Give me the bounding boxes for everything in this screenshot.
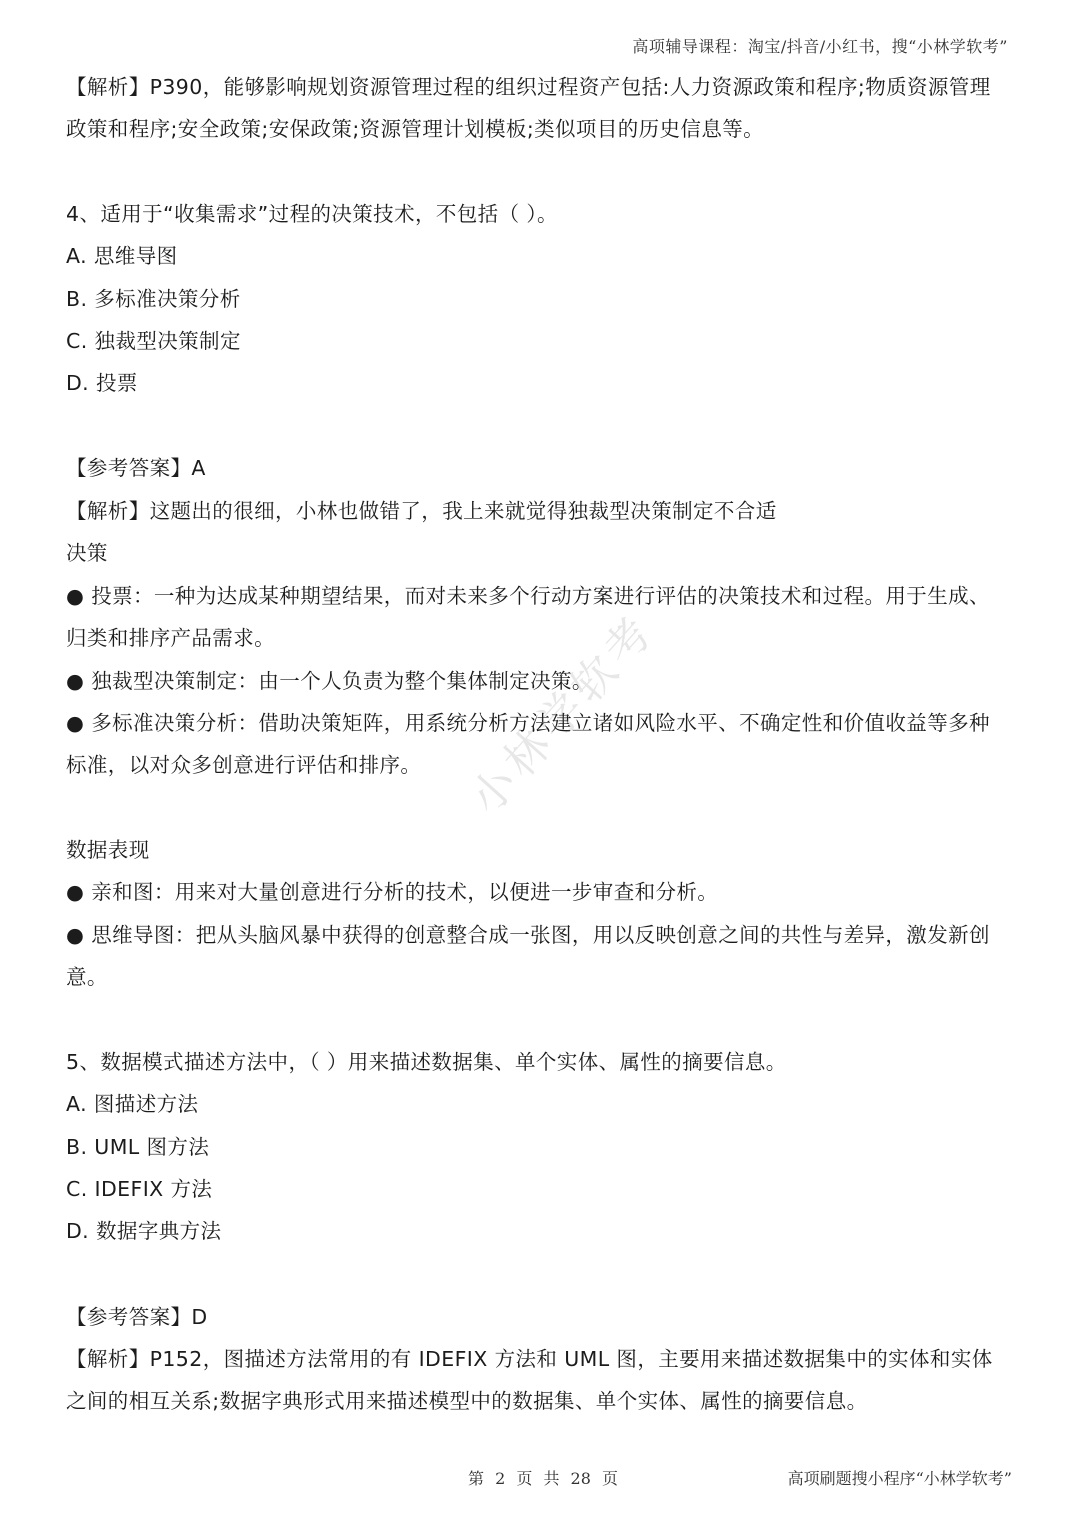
question-4: 4、适用于“收集需求”过程的决策技术，不包括（ ）。 — [66, 202, 558, 226]
q5-option-d: D. 数据字典方法 — [66, 1219, 222, 1243]
header-note: 高项辅导课程：淘宝/抖音/小红书，搜“小林学软考” — [632, 37, 1008, 56]
bullet-voting-line1: ● 投票：一种为达成某种期望结果，而对未来多个行动方案进行评估的决策技术和过程。用于生成、 — [66, 584, 990, 608]
bullet-mindmap-line2: 意。 — [66, 965, 108, 989]
q5-option-b: B. UML 图方法 — [66, 1135, 210, 1159]
watermark: 小林学软考 — [460, 604, 666, 825]
section-title-decision: 决策 — [66, 541, 108, 565]
prev-analysis-line2: 政策和程序;安全政策;安保政策;资源管理计划模板;类似项目的历史信息等。 — [66, 117, 765, 141]
footer-promo: 高项刷题搜小程序“小林学软考” — [787, 1469, 1012, 1488]
section-title-data-representation: 数据表现 — [66, 838, 150, 862]
q5-answer: 【参考答案】D — [66, 1305, 208, 1329]
bullet-mcda-line2: 标准，以对众多创意进行评估和排序。 — [66, 753, 422, 777]
q4-analysis: 【解析】这题出的很细，小林也做错了，我上来就觉得独裁型决策制定不合适 — [66, 499, 777, 523]
prev-analysis-line1: 【解析】P390，能够影响规划资源管理过程的组织过程资产包括:人力资源政策和程序;物质资源管理 — [66, 75, 991, 99]
q5-option-a: A. 图描述方法 — [66, 1092, 199, 1116]
bullet-affinity: ● 亲和图：用来对大量创意进行分析的技术，以便进一步审查和分析。 — [66, 880, 719, 904]
q5-option-c: C. IDEFIX 方法 — [66, 1177, 213, 1201]
q4-option-b: B. 多标准决策分析 — [66, 287, 241, 311]
q5-analysis-line1: 【解析】P152，图描述方法常用的有 IDEFIX 方法和 UML 图，主要用来描述数据集中的实体和实体 — [66, 1347, 993, 1371]
q5-analysis-line2: 之间的相互关系;数据字典形式用来描述模型中的数据集、单个实体、属性的摘要信息。 — [66, 1389, 868, 1413]
bullet-mcda-line1: ● 多标准决策分析：借助决策矩阵，用系统分析方法建立诸如风险水平、不确定性和价值收益等多种 — [66, 711, 990, 735]
q4-answer: 【参考答案】A — [66, 456, 206, 480]
bullet-autocratic: ● 独裁型决策制定：由一个人负责为整个集体制定决策。 — [66, 669, 593, 693]
bullet-voting-line2: 归类和排序产品需求。 — [66, 626, 275, 650]
bullet-mindmap-line1: ● 思维导图：把从头脑风暴中获得的创意整合成一张图，用以反映创意之间的共性与差异，激发新创 — [66, 923, 990, 947]
q4-option-a: A. 思维导图 — [66, 244, 178, 268]
q4-option-c: C. 独裁型决策制定 — [66, 329, 241, 353]
footer-page-info: 第 2 页 共 28 页 — [468, 1469, 618, 1488]
q4-option-d: D. 投票 — [66, 371, 138, 395]
question-5: 5、数据模式描述方法中，（ ）用来描述数据集、单个实体、属性的摘要信息。 — [66, 1050, 787, 1074]
